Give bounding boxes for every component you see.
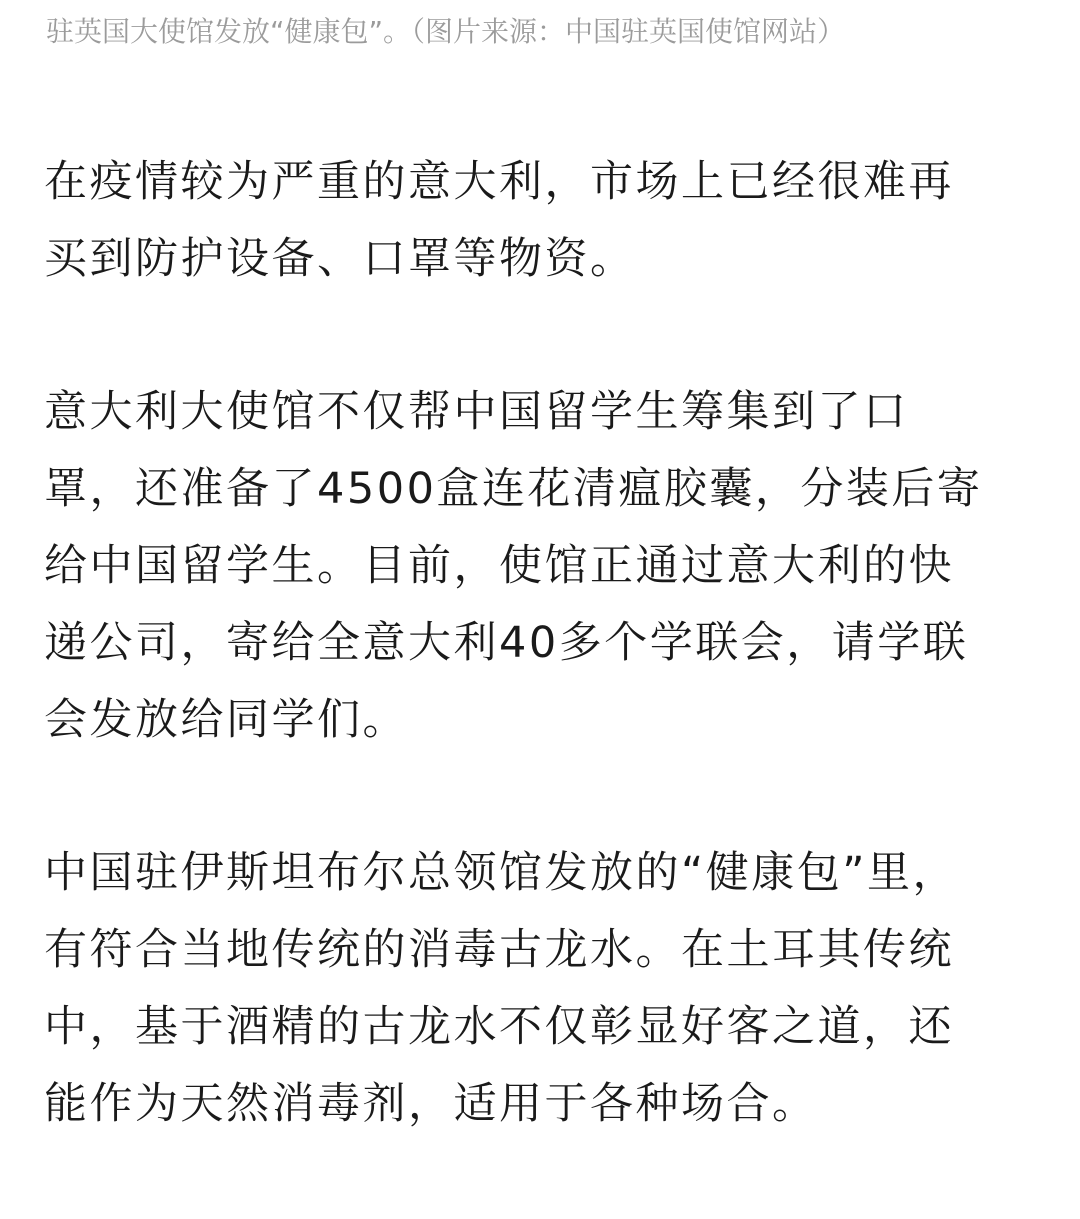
text-line: 买到防护设备、口罩等物资。 — [44, 234, 636, 284]
image-caption: 驻英国大使馆发放“健康包”。（图片来源：中国驻英国使馆网站） — [46, 15, 846, 48]
text-line: 有符合当地传统的消毒古龙水。在土耳其传统 — [44, 925, 954, 975]
text-line: 中，基于酒精的古龙水不仅彰显好客之道，还 — [44, 1002, 954, 1052]
text-line: 会发放给同学们。 — [44, 695, 408, 745]
text-line: 中国驻伊斯坦布尔总领馆发放的“健康包”里， — [44, 848, 959, 898]
text-line: 在疫情较为严重的意大利，市场上已经很难再 — [44, 157, 954, 207]
paragraph-istanbul-consulate — [44, 835, 1036, 1143]
text-line: 给中国留学生。目前，使馆正通过意大利的快 — [44, 541, 954, 591]
text-line: 意大利大使馆不仅帮中国留学生筹集到了口 — [44, 387, 909, 437]
paragraph-italy-embassy — [44, 374, 1036, 759]
text-line: 递公司，寄给全意大利40多个学联会，请学联 — [44, 618, 969, 668]
text-line: 能作为天然消毒剂，适用于各种场合。 — [44, 1079, 818, 1129]
article-body — [44, 144, 1036, 1219]
text-line: 罩，还准备了4500盒连花清瘟胶囊，分装后寄 — [44, 464, 983, 514]
paragraph-italy-shortage — [44, 144, 1036, 298]
